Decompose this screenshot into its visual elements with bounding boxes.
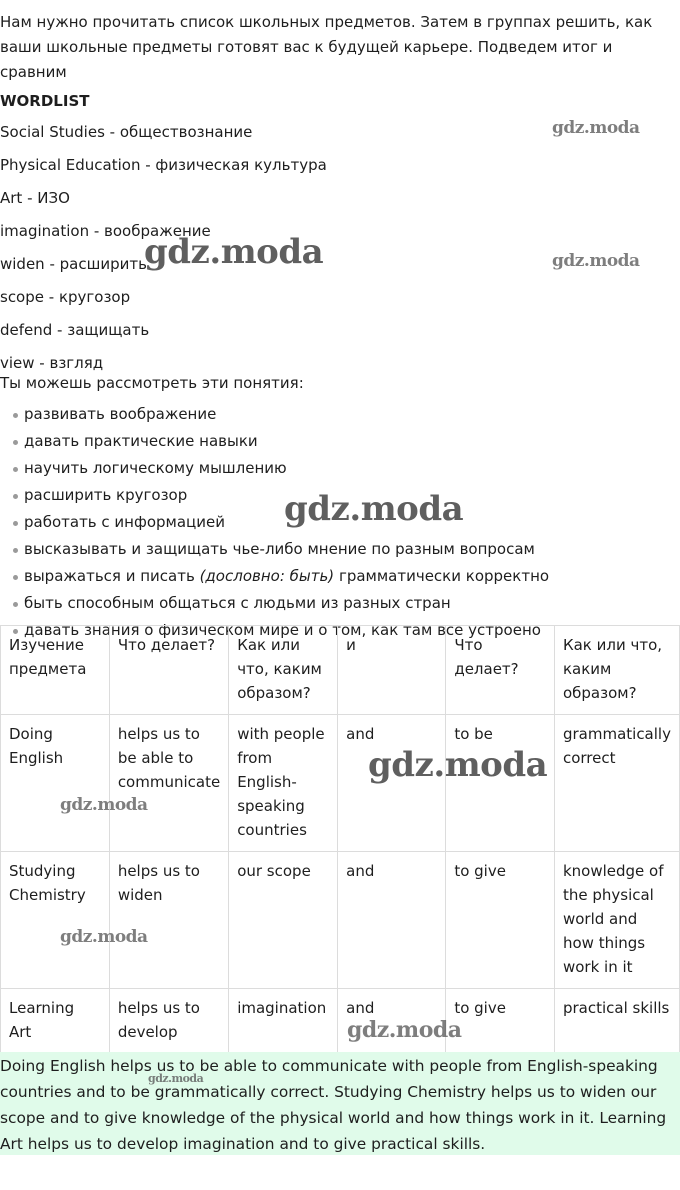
list-item-text: давать знания о физическом мире и о том, как там все устроено xyxy=(24,621,541,639)
watermark: gdz.moda xyxy=(60,927,148,947)
table-cell: knowledge of the physical world and how things work in it xyxy=(554,852,679,989)
list-item-text-part: выражаться и писать xyxy=(24,567,200,585)
table-cell: practical skills xyxy=(554,989,679,1053)
table-cell: helps us to widen xyxy=(109,852,228,989)
list-item-text: научить логическому мышлению xyxy=(24,459,287,477)
table-row xyxy=(1,989,680,1053)
watermark: gdz.moda xyxy=(552,118,640,138)
wordlist-item: Art - ИЗО xyxy=(0,189,70,207)
table-header-cell: Что делает? xyxy=(109,626,228,715)
list-item xyxy=(13,428,680,455)
wordlist xyxy=(0,116,680,373)
list-item-text: высказывать и защищать чье-либо мнение по разным вопросам xyxy=(24,540,535,558)
hint-text: Ты можешь рассмотреть эти понятия: xyxy=(0,374,304,392)
bullet-icon xyxy=(13,440,18,445)
table-cell: imagination xyxy=(229,989,338,1053)
bullet-icon xyxy=(13,494,18,499)
intro-text: Нам нужно прочитать список школьных предметов. Затем в группах решить, как ваши школьные предметы готовят вас к будущей карьере. Подведем итог и сравним xyxy=(0,13,653,81)
list-item-italic-note: (дословно: быть) xyxy=(199,567,335,585)
table-row xyxy=(1,715,680,852)
table-cell: helps us to be able to communicate xyxy=(109,715,228,852)
wordlist-item: scope - кругозор xyxy=(0,288,131,306)
list-item xyxy=(13,401,680,428)
watermark: gdz.moda xyxy=(144,232,324,272)
wordlist-item: Physical Education - физическая культура xyxy=(0,156,327,174)
wordlist-item: defend - защищать xyxy=(0,321,150,339)
table-header-row xyxy=(1,626,680,715)
table-header-cell: Как или что, каким образом? xyxy=(554,626,679,715)
table-cell: grammatically correct xyxy=(554,715,679,852)
list-item-text: развивать воображение xyxy=(24,405,217,423)
table-header-cell: Что делает? xyxy=(446,626,555,715)
table-cell: to give xyxy=(446,852,555,989)
watermark: gdz.moda xyxy=(60,795,148,815)
wordlist-item: view - взгляд xyxy=(0,354,104,372)
list-item-text: работать с информацией xyxy=(24,513,225,531)
table-row xyxy=(1,852,680,989)
list-item xyxy=(13,455,680,482)
table-header-cell: и xyxy=(338,626,446,715)
watermark: gdz.moda xyxy=(368,745,548,785)
table-cell: with people from English-speaking countries xyxy=(229,715,338,852)
bullet-icon xyxy=(13,575,18,580)
table-cell: and xyxy=(338,715,446,852)
table-cell: helps us to develop xyxy=(109,989,228,1053)
watermark: gdz.moda xyxy=(284,489,464,529)
list-item xyxy=(13,590,680,617)
wordlist-item: widen - расширить xyxy=(0,255,147,273)
table-cell: Studying Chemistry xyxy=(1,852,110,989)
watermark: gdz.moda xyxy=(552,251,640,271)
list-item xyxy=(13,482,680,509)
bullet-icon xyxy=(13,467,18,472)
table-cell: to be xyxy=(446,715,555,852)
table-cell: Learning Art xyxy=(1,989,110,1053)
table-cell: to give xyxy=(446,989,555,1053)
watermark: gdz.moda xyxy=(148,1072,204,1085)
answer-summary: Doing English helps us to be able to communicate with people from English-speaking countries and to be grammatically correct. Studying Chemistry helps us to widen our scope and to give knowledge of the physical world and how things work in it. Learning Art helps us to develop imagination and to give practical skills. xyxy=(0,1052,680,1155)
table-header-cell: Как или что, каким образом? xyxy=(229,626,338,715)
list-item xyxy=(13,563,680,590)
list-item-text: быть способным общаться с людьми из разных стран xyxy=(24,594,451,612)
list-item xyxy=(13,509,680,536)
wordlist-item: Social Studies - обществознание xyxy=(0,123,253,141)
list-item-text-part: грамматически корректно xyxy=(334,567,550,585)
bullet-icon xyxy=(13,413,18,418)
wordlist-item: imagination - воображение xyxy=(0,222,211,240)
table-cell: and xyxy=(338,852,446,989)
table-cell: and xyxy=(338,989,446,1053)
wordlist-title: WORDLIST xyxy=(0,92,90,110)
subjects-table xyxy=(0,625,680,1053)
table-cell: our scope xyxy=(229,852,338,989)
concepts-list xyxy=(0,401,680,644)
table-cell: Doing English xyxy=(1,715,110,852)
table-header-cell: Изучение предмета xyxy=(1,626,110,715)
list-item-text: давать практические навыки xyxy=(24,432,258,450)
bullet-icon xyxy=(13,521,18,526)
bullet-icon xyxy=(13,548,18,553)
list-item xyxy=(13,536,680,563)
list-item-text: расширить кругозор xyxy=(24,486,188,504)
bullet-icon xyxy=(13,602,18,607)
watermark: gdz.moda xyxy=(347,1017,462,1043)
